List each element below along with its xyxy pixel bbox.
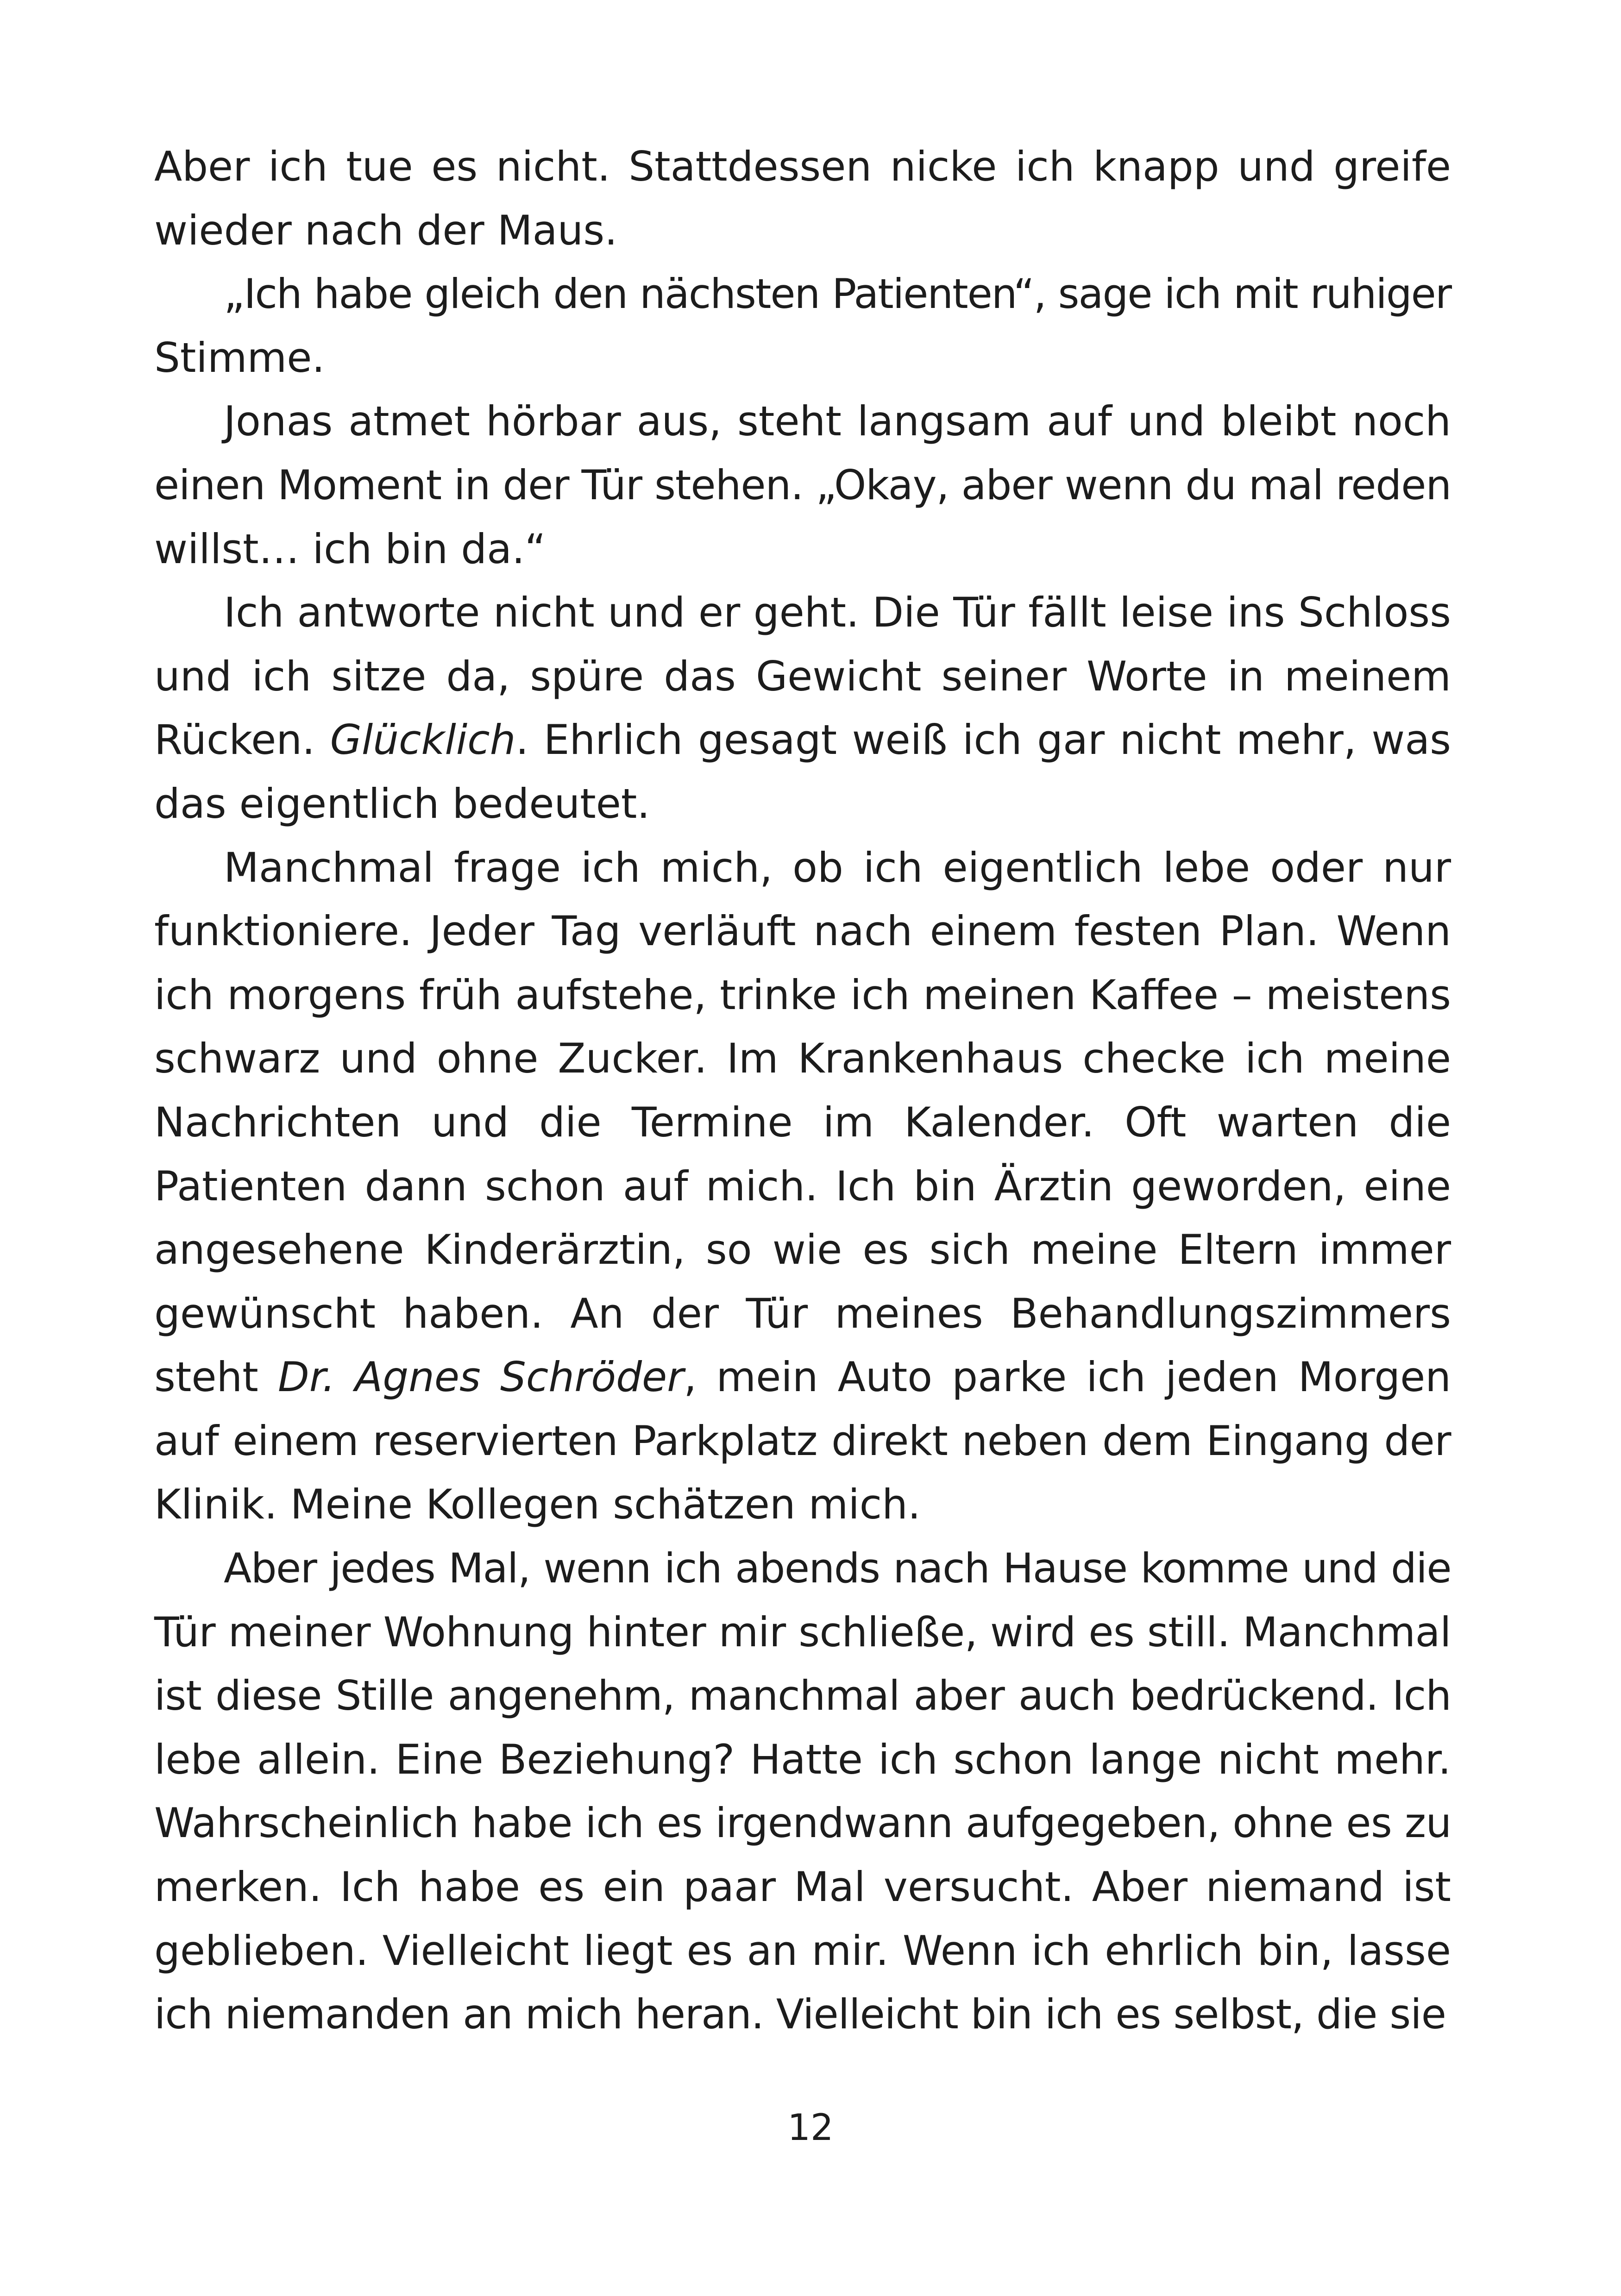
text-line: „Ich habe gleich den nächsten Patienten“, sage ich mit ruhiger [224,270,1451,318]
text-line: Stimme. [154,333,325,382]
text-line: willst… ich bin da.“ [154,525,546,573]
text-line: ich morgens früh aufstehe, trinke ich meinen Kaffee – meistens [154,971,1451,1019]
text-line: Nachrichten und die Termine im Kalender. Oft warten die [154,1098,1451,1146]
text-line [154,1345,1451,1409]
text-line: lebe allein. Eine Beziehung? Hatte ich schon lange nicht mehr. [154,1735,1451,1783]
italic-segment: Glücklich [330,716,516,764]
text-line: Tür meiner Wohnung hinter mir schließe, wird es still. Manchmal [154,1608,1451,1656]
text-line: Wahrscheinlich habe ich es irgendwann aufgegeben, ohne es zu [154,1799,1451,1847]
text-segment: . Ehrlich gesagt weiß ich gar nicht mehr, was [515,716,1451,764]
text-line: auf einem reservierten Parkplatz direkt neben dem Eingang der [154,1417,1451,1465]
text-line: Ich antworte nicht und er geht. Die Tür fällt leise ins Schloss [224,589,1451,637]
page-number: 12 [787,2107,834,2149]
text-line: geblieben. Vielleicht liegt es an mir. Wenn ich ehrlich bin, lasse [154,1926,1451,1975]
text-segment: , mein Auto parke ich jeden Morgen [684,1353,1451,1401]
text-line: ist diese Stille angenehm, manchmal aber auch bedrückend. Ich [154,1672,1451,1720]
text-line: das eigentlich bedeutet. [154,779,650,828]
text-line: ich niemanden an mich heran. Vielleicht bin ich es selbst, die sie [154,1990,1446,2039]
text-segment: steht [154,1353,278,1401]
text-line: Aber ich tue es nicht. Stattdessen nicke ich knapp und greife [154,143,1451,190]
text-line: Klinik. Meine Kollegen schätzen mich. [154,1480,921,1529]
text-line: Manchmal frage ich mich, ob ich eigentlich lebe oder nur [224,843,1451,891]
text-line: funktioniere. Jeder Tag verläuft nach einem festen Plan. Wenn [154,907,1451,955]
italic-segment: Dr. Agnes Schröder [277,1353,684,1401]
text-segment: Rücken. [154,716,330,764]
text-line: wieder nach der Maus. [154,206,618,254]
text-line: gewünscht haben. An der Tür meines Behandlungszimmers [154,1289,1451,1337]
text-line: und ich sitze da, spüre das Gewicht seiner Worte in meinem [154,652,1451,700]
text-line: schwarz und ohne Zucker. Im Krankenhaus checke ich meine [154,1035,1451,1083]
text-line: angesehene Kinderärztin, so wie es sich meine Eltern immer [154,1226,1451,1274]
text-line: einen Moment in der Tür stehen. „Okay, aber wenn du mal reden [154,461,1451,509]
text-line: merken. Ich habe es ein paar Mal versucht. Aber niemand ist [154,1863,1451,1911]
text-line: Patienten dann schon auf mich. Ich bin Ärztin geworden, eine [154,1162,1451,1210]
text-line: Aber jedes Mal, wenn ich abends nach Hause komme und die [224,1544,1451,1593]
text-line [154,708,1451,772]
body-text [154,135,1451,2046]
text-line: Jonas atmet hörbar aus, steht langsam auf und bleibt noch [224,397,1451,445]
